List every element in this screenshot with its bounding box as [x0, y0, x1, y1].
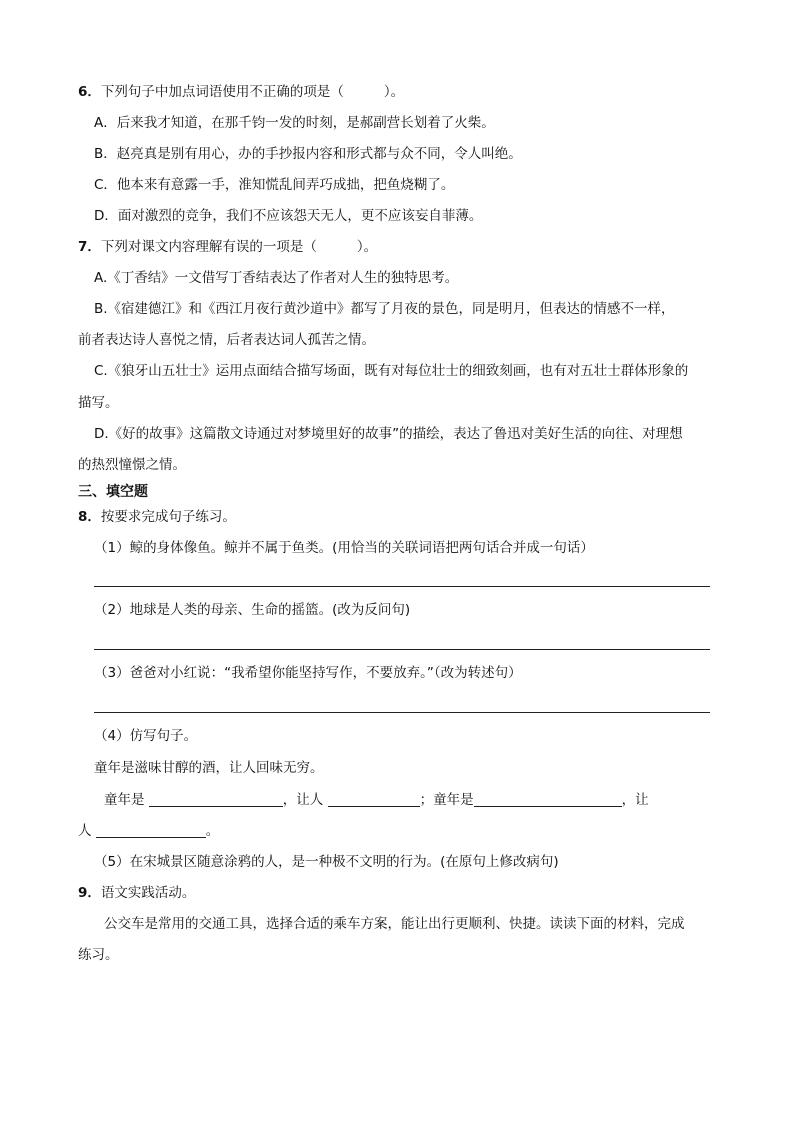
- fill-text: ；童年是: [419, 792, 474, 808]
- q8-part4-fill-line1: [104, 791, 649, 809]
- fill-blank-3[interactable]: [474, 792, 622, 807]
- q6-number: 6．: [78, 84, 101, 100]
- q9-number: 9．: [78, 885, 101, 901]
- fill-text: ，让人: [282, 792, 324, 808]
- q7-option-a: A.《丁香结》一文借写丁香结表达了作者对人生的独特思考。: [94, 270, 459, 286]
- q6-stem-text: 下列句子中加点词语使用不正确的项是（: [100, 84, 344, 100]
- q8-stem: [78, 508, 236, 526]
- fill-text: 人: [78, 823, 92, 839]
- q8-part1: （1）鲸的身体像鱼。鲸并不属于鱼类。(用恰当的关联词语把两句话合并成一句话）: [94, 540, 594, 556]
- q6-option-c: C．他本来有意露一手，淮知慌乱间弄巧成拙，把鱼烧糊了。: [94, 177, 455, 193]
- q6-option-a: A．后来我才知道，在那千钧一发的时刻，是郝副营长划着了火柴。: [94, 115, 495, 131]
- q8-part1-answer-line[interactable]: [94, 586, 710, 587]
- q8-stem-text: 按要求完成句子练习。: [100, 509, 236, 525]
- section-heading: 三、填空题: [78, 484, 148, 500]
- q8-part4-example: 童年是滋味甘醇的酒，让人回味无穷。: [94, 760, 324, 776]
- q8-part2: （2）地球是人类的母亲、生命的摇篮。(改为反问句): [94, 602, 411, 618]
- q9-body-line1: 公交车是常用的交通工具，选择合适的乘车方案，能让出行更顺利、快捷。读读下面的材料，完成: [104, 916, 685, 932]
- fill-blank-4[interactable]: [96, 823, 206, 838]
- q7-option-c-line2: 描写。: [78, 395, 119, 411]
- q8-part3: （3）爸爸对小红说：“我希望你能坚持写作，不要放弃。”（改为转述句）: [94, 665, 522, 681]
- fill-blank-1[interactable]: [149, 792, 283, 807]
- q9-body-line2: 练习。: [78, 947, 119, 963]
- fill-blank-2[interactable]: [328, 792, 420, 807]
- fill-text: ，让: [621, 792, 649, 808]
- q7-option-d-line1: D.《好的故事》这篇散文诗通过对梦境里好的故事”的描绘，表达了鲁迅对美好生活的向往、对理想: [94, 426, 683, 442]
- q7-number: 7．: [78, 239, 101, 255]
- q9-stem: [78, 884, 195, 902]
- q7-stem-end: ）。: [356, 239, 378, 255]
- q6-option-d: D．面对激烈的竞争，我们不应该怨天无人，更不应该妄自菲薄。: [94, 208, 483, 224]
- q7-stem-text: 下列对课文内容理解有误的一项是（: [100, 239, 317, 255]
- q7-option-b-line2: 前者表达诗人喜悦之情，后者表达词人孤苦之情。: [78, 332, 375, 348]
- q6-option-b: B．赵亮真是别有用心，办的手抄报内容和形式都与众不同，令人叫绝。: [94, 146, 522, 162]
- q9-stem-text: 语文实践活动。: [100, 885, 196, 901]
- fill-text: 童年是: [104, 792, 145, 808]
- q8-part3-answer-line[interactable]: [94, 712, 710, 713]
- q8-number: 8．: [78, 509, 101, 525]
- q7-option-d-line2: 的热烈憧憬之情。: [78, 457, 186, 473]
- q8-part4: （4）仿写句子。: [94, 728, 198, 744]
- fill-text: 。: [205, 823, 220, 839]
- q7-stem: [78, 238, 377, 256]
- q7-option-c-line1: C.《狼牙山五壮士》运用点面结合描写场面，既有对每位壮士的细致刻画，也有对五壮士群体形象的: [94, 363, 689, 379]
- q8-part4-fill-line2: [78, 822, 219, 840]
- q6-stem-end: ）。: [383, 84, 405, 100]
- q6-stem: [78, 83, 404, 101]
- q8-part5: （5）在宋城景区随意涂鸦的人，是一种极不文明的行为。(在原句上修改病句): [94, 854, 559, 870]
- q7-option-b-line1: B.《宿建德江》和《西江月夜行黄沙道中》都写了月夜的景色，同是明月，但表达的情感不一样，: [94, 301, 675, 317]
- q8-part2-answer-line[interactable]: [94, 649, 710, 650]
